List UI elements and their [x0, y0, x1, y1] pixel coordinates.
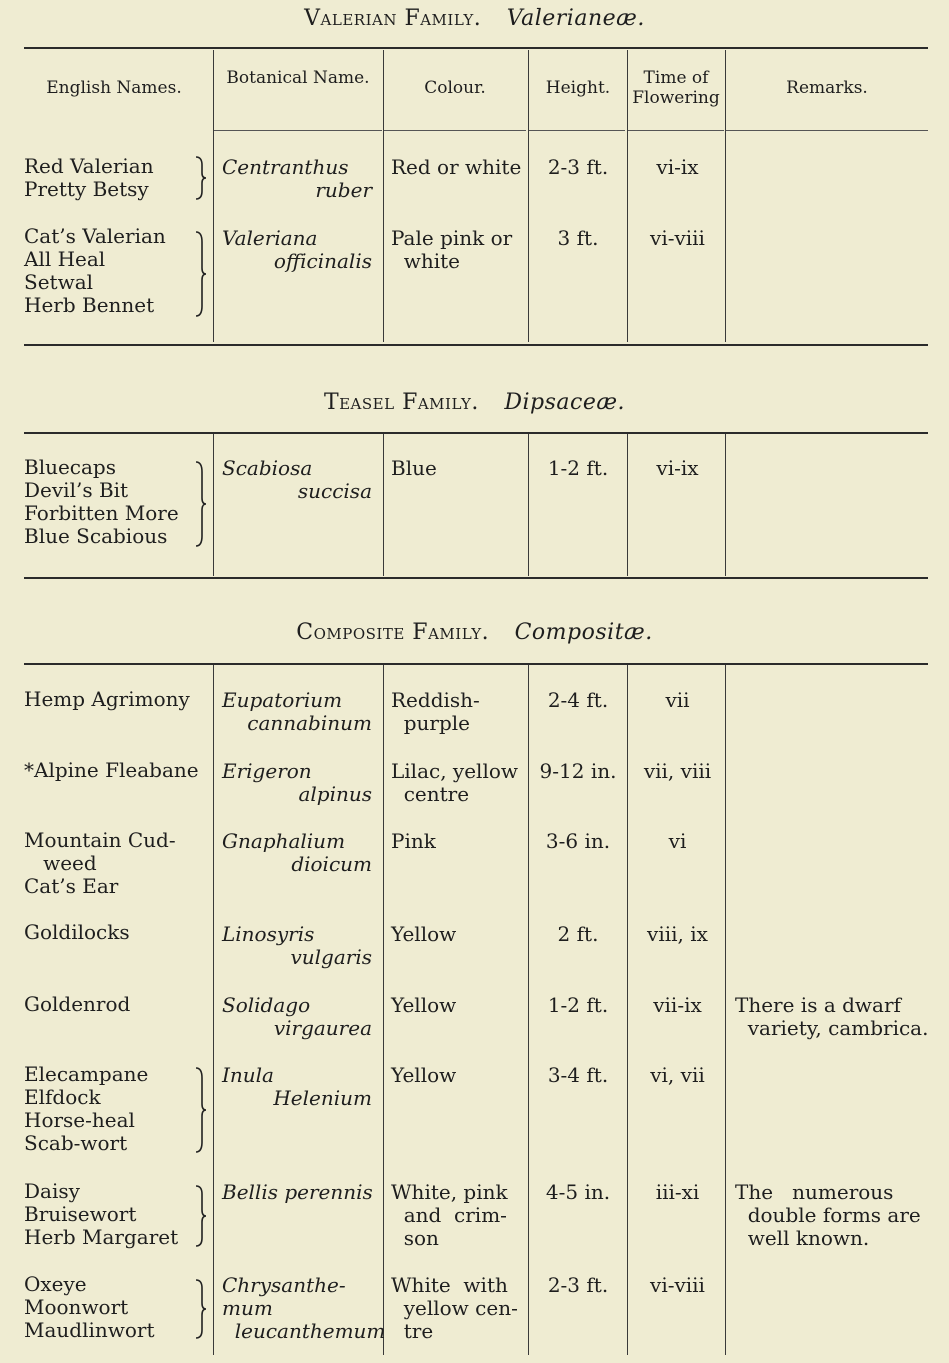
colour: Reddish- purple — [391, 688, 480, 735]
time-of-flowering: vi — [668, 829, 687, 853]
botanical-name — [222, 923, 374, 969]
time-of-flowering: vi-ix — [656, 155, 699, 179]
height: 3-4 ft. — [547, 1063, 609, 1087]
species: mum leucanthemum — [222, 1296, 386, 1343]
rule — [24, 47, 928, 49]
height: 3 ft. — [557, 226, 599, 250]
genus: Linosyris — [222, 922, 315, 946]
botanical-name — [222, 227, 374, 273]
species: alpinus — [298, 782, 372, 806]
genus: Erigeron — [222, 759, 312, 783]
column-divider — [528, 434, 529, 576]
height: 3-6 in. — [545, 829, 611, 853]
colour: White with yellow cen- tre — [391, 1273, 518, 1343]
colour: Red or white — [391, 155, 522, 179]
botanical-name — [222, 1273, 386, 1343]
brace-icon — [194, 230, 208, 318]
botanical-name — [222, 830, 374, 876]
family-name: Valerian Family. — [304, 6, 482, 31]
english-names: Bluecaps Devil’s Bit Forbitten More Blue Scabious — [24, 455, 179, 548]
botanical-name — [222, 994, 374, 1040]
genus: Inula — [222, 1063, 274, 1087]
colour: Pink — [391, 829, 436, 853]
english-names: Mountain Cud- weed Cat’s Ear — [24, 828, 176, 898]
english-names: Hemp Agrimony — [24, 687, 190, 711]
botanical-name — [222, 1181, 374, 1204]
species: officinalis — [273, 249, 372, 273]
header-botanical — [216, 68, 380, 88]
colour: Yellow — [391, 1063, 457, 1087]
species: succisa — [297, 479, 372, 503]
time-of-flowering: vi-ix — [656, 456, 699, 480]
genus: Chrysanthe- — [222, 1273, 346, 1297]
rule — [24, 663, 928, 665]
colour: White, pink and crim- son — [391, 1180, 508, 1250]
genus: Bellis perennis — [222, 1180, 373, 1204]
colour: Blue — [391, 456, 437, 480]
column-divider — [528, 665, 529, 1355]
rule — [628, 130, 724, 131]
family-heading-composite — [0, 620, 949, 645]
family-latin: Valerianeæ. — [506, 6, 645, 31]
rule — [24, 432, 928, 434]
family-latin: Dipsaceæ. — [504, 390, 626, 415]
time-of-flowering: vii-ix — [653, 993, 702, 1017]
height: 4-5 in. — [545, 1180, 611, 1204]
species: ruber — [315, 178, 372, 202]
brace-icon — [194, 1184, 208, 1248]
header-english: English Names. — [46, 78, 182, 98]
column-divider — [528, 50, 529, 342]
time-of-flowering: vii — [665, 688, 690, 712]
column-divider — [627, 434, 628, 576]
time-of-flowering: vi-viii — [650, 226, 705, 250]
height: 2-3 ft. — [547, 1273, 609, 1297]
botanical-name — [222, 457, 374, 503]
header-colour: Colour. — [424, 78, 486, 98]
colour: Pale pink or white — [391, 226, 513, 273]
height: 1-2 ft. — [547, 456, 609, 480]
time-of-flowering: vii, viii — [643, 759, 712, 783]
english-names: *Alpine Fleabane — [24, 758, 199, 782]
species: Helenium — [273, 1086, 372, 1110]
genus: Valeriana — [222, 226, 318, 250]
column-divider — [383, 665, 384, 1355]
brace-icon — [194, 460, 208, 548]
english-names: Goldilocks — [24, 920, 130, 944]
time-of-flowering: viii, ix — [647, 922, 708, 946]
time-of-flowering: iii-xi — [655, 1180, 700, 1204]
column-divider — [725, 50, 726, 342]
column-divider — [627, 50, 628, 342]
genus: Eupatorium — [222, 688, 343, 712]
column-divider — [383, 434, 384, 576]
species: cannabinum — [247, 711, 372, 735]
rule — [384, 130, 526, 131]
genus: Gnaphalium — [222, 829, 346, 853]
english-names: Goldenrod — [24, 992, 131, 1016]
species: virgaurea — [273, 1016, 372, 1040]
height: 2-3 ft. — [547, 155, 609, 179]
english-names: Red Valerian Pretty Betsy — [24, 154, 154, 201]
height: 2 ft. — [557, 922, 599, 946]
genus: Centranthus — [222, 155, 349, 179]
family-heading-valerian — [0, 6, 949, 31]
column-divider — [213, 434, 214, 576]
botanical-name — [222, 156, 374, 202]
botanical-name — [222, 760, 374, 806]
column-divider — [725, 434, 726, 576]
column-divider — [213, 665, 214, 1355]
english-names: Elecampane Elfdock Horse-heal Scab-wort — [24, 1062, 149, 1155]
brace-icon — [194, 155, 208, 201]
genus: Solidago — [222, 993, 311, 1017]
height: 1-2 ft. — [547, 993, 609, 1017]
colour: Lilac, yellow centre — [391, 759, 519, 806]
remarks: The numerous double forms are well known. — [735, 1180, 921, 1250]
height: 2-4 ft. — [547, 688, 609, 712]
genus: Scabiosa — [222, 456, 313, 480]
family-latin: Compositæ. — [514, 620, 653, 645]
time-of-flowering: vi-viii — [650, 1273, 705, 1297]
column-divider — [383, 50, 384, 342]
colour: Yellow — [391, 993, 457, 1017]
column-divider — [213, 50, 214, 342]
time-of-flowering: vi, vii — [650, 1063, 705, 1087]
english-names: Daisy Bruisewort Herb Margaret — [24, 1179, 179, 1249]
species: dioicum — [291, 852, 372, 876]
header-botanical-text: Botanical Name. — [226, 68, 370, 88]
brace-icon — [194, 1278, 208, 1340]
family-name: Teasel Family. — [323, 390, 479, 415]
column-divider — [627, 665, 628, 1355]
colour: Yellow — [391, 922, 457, 946]
rule — [529, 130, 625, 131]
english-names: Cat’s Valerian All Heal Setwal Herb Bennet — [24, 224, 166, 317]
brace-icon — [194, 1066, 208, 1154]
height: 9-12 in. — [539, 759, 617, 783]
rule — [214, 130, 382, 131]
header-remarks: Remarks. — [786, 78, 868, 98]
botanical-name — [222, 689, 374, 735]
family-heading-teasel — [0, 390, 949, 415]
header-time: Time of Flowering — [632, 68, 720, 108]
rule — [24, 577, 928, 579]
column-divider — [725, 665, 726, 1355]
species: vulgaris — [290, 945, 372, 969]
header-height: Height. — [545, 78, 611, 98]
rule — [24, 344, 928, 346]
family-name: Composite Family. — [296, 620, 490, 645]
botanical-name — [222, 1064, 374, 1110]
rule — [726, 130, 928, 131]
english-names: Oxeye Moonwort Maudlinwort — [24, 1272, 155, 1342]
remarks: There is a dwarf variety, cambrica. — [735, 993, 929, 1040]
